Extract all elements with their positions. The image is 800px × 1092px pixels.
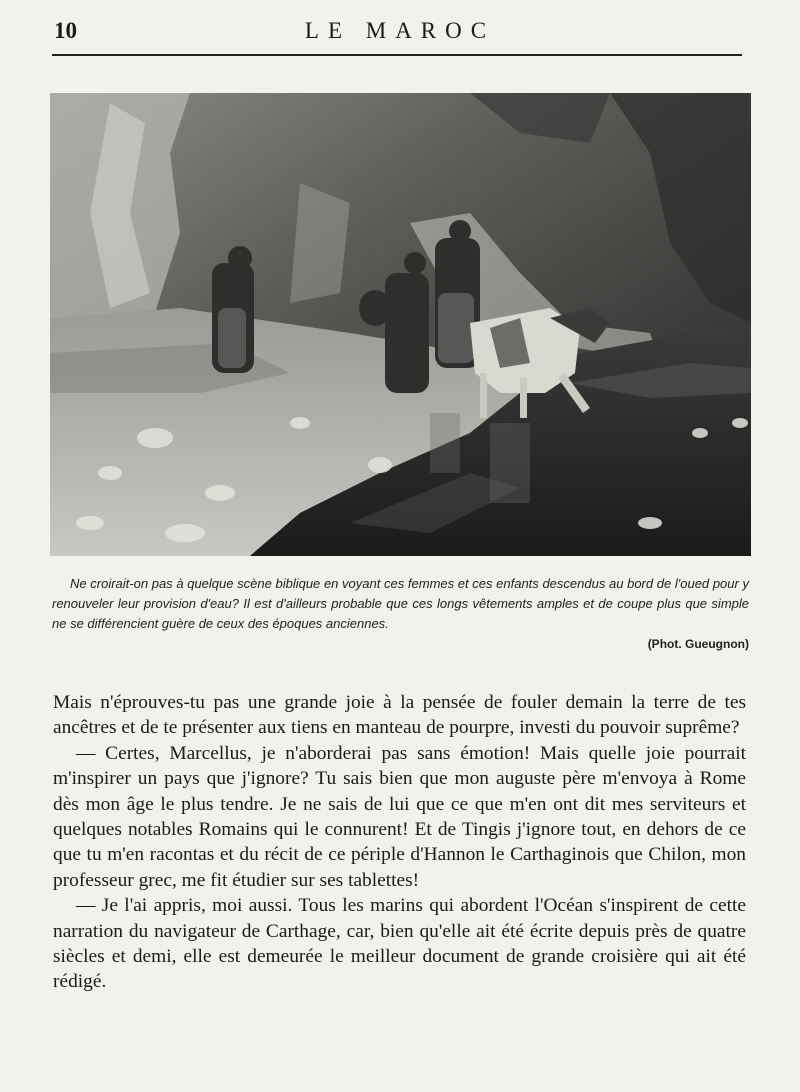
running-title: LE MAROC xyxy=(304,18,496,43)
page-number: 10 xyxy=(54,18,77,43)
body-paragraph: Mais n'éprouves-tu pas une grande joie à la pensée de fouler demain la terre de tes ancêtres et de te présenter aux tiens en manteau de pourpre, investi du pouvoir suprême? xyxy=(53,692,746,739)
header-rule xyxy=(52,54,742,56)
body-text xyxy=(53,690,746,995)
photo-credit: (Phot. Gueugnon) xyxy=(647,637,749,651)
figure-caption xyxy=(52,574,749,634)
photograph-illustration xyxy=(50,93,751,556)
body-paragraph: — Certes, Marcellus, je n'aborderai pas sans émotion! Mais quelle joie pourrait m'inspirer un pays que j'ignore? Tu sais bien que mon auguste père m'envoya à Rome dès mon âge le plus tendre. Je ne sais de lui que ce que m'en ont dit mes serviteurs et quelques notables Romains qui le connurent! Et de Tingis j'ignore tout, en dehors de ce que tu m'en racontas et du récit de ce périple d'Hannon le Carthaginois que Chilon, mon professeur grec, me fit étudier sur ses tablettes! xyxy=(53,742,746,891)
photograph xyxy=(50,93,751,556)
body-paragraph: — Je l'ai appris, moi aussi. Tous les marins qui abordent l'Océan s'inspirent de cette narration du navigateur de Carthage, car, bien qu'elle ait été écrite depuis près de quatre siècles et demi, elle est demeurée le meilleur document de grande croisière qui ait été rédigé. xyxy=(53,895,746,993)
figure-caption-text: Ne croirait-on pas à quelque scène biblique en voyant ces femmes et ces enfants descendus au bord de l'oued pour y renouveler leur provision d'eau? Il est d'ailleurs probable que ces longs vêtements amples et de coupe plus que simple ne se différencient guère de ceux des époques anciennes. xyxy=(52,576,749,631)
